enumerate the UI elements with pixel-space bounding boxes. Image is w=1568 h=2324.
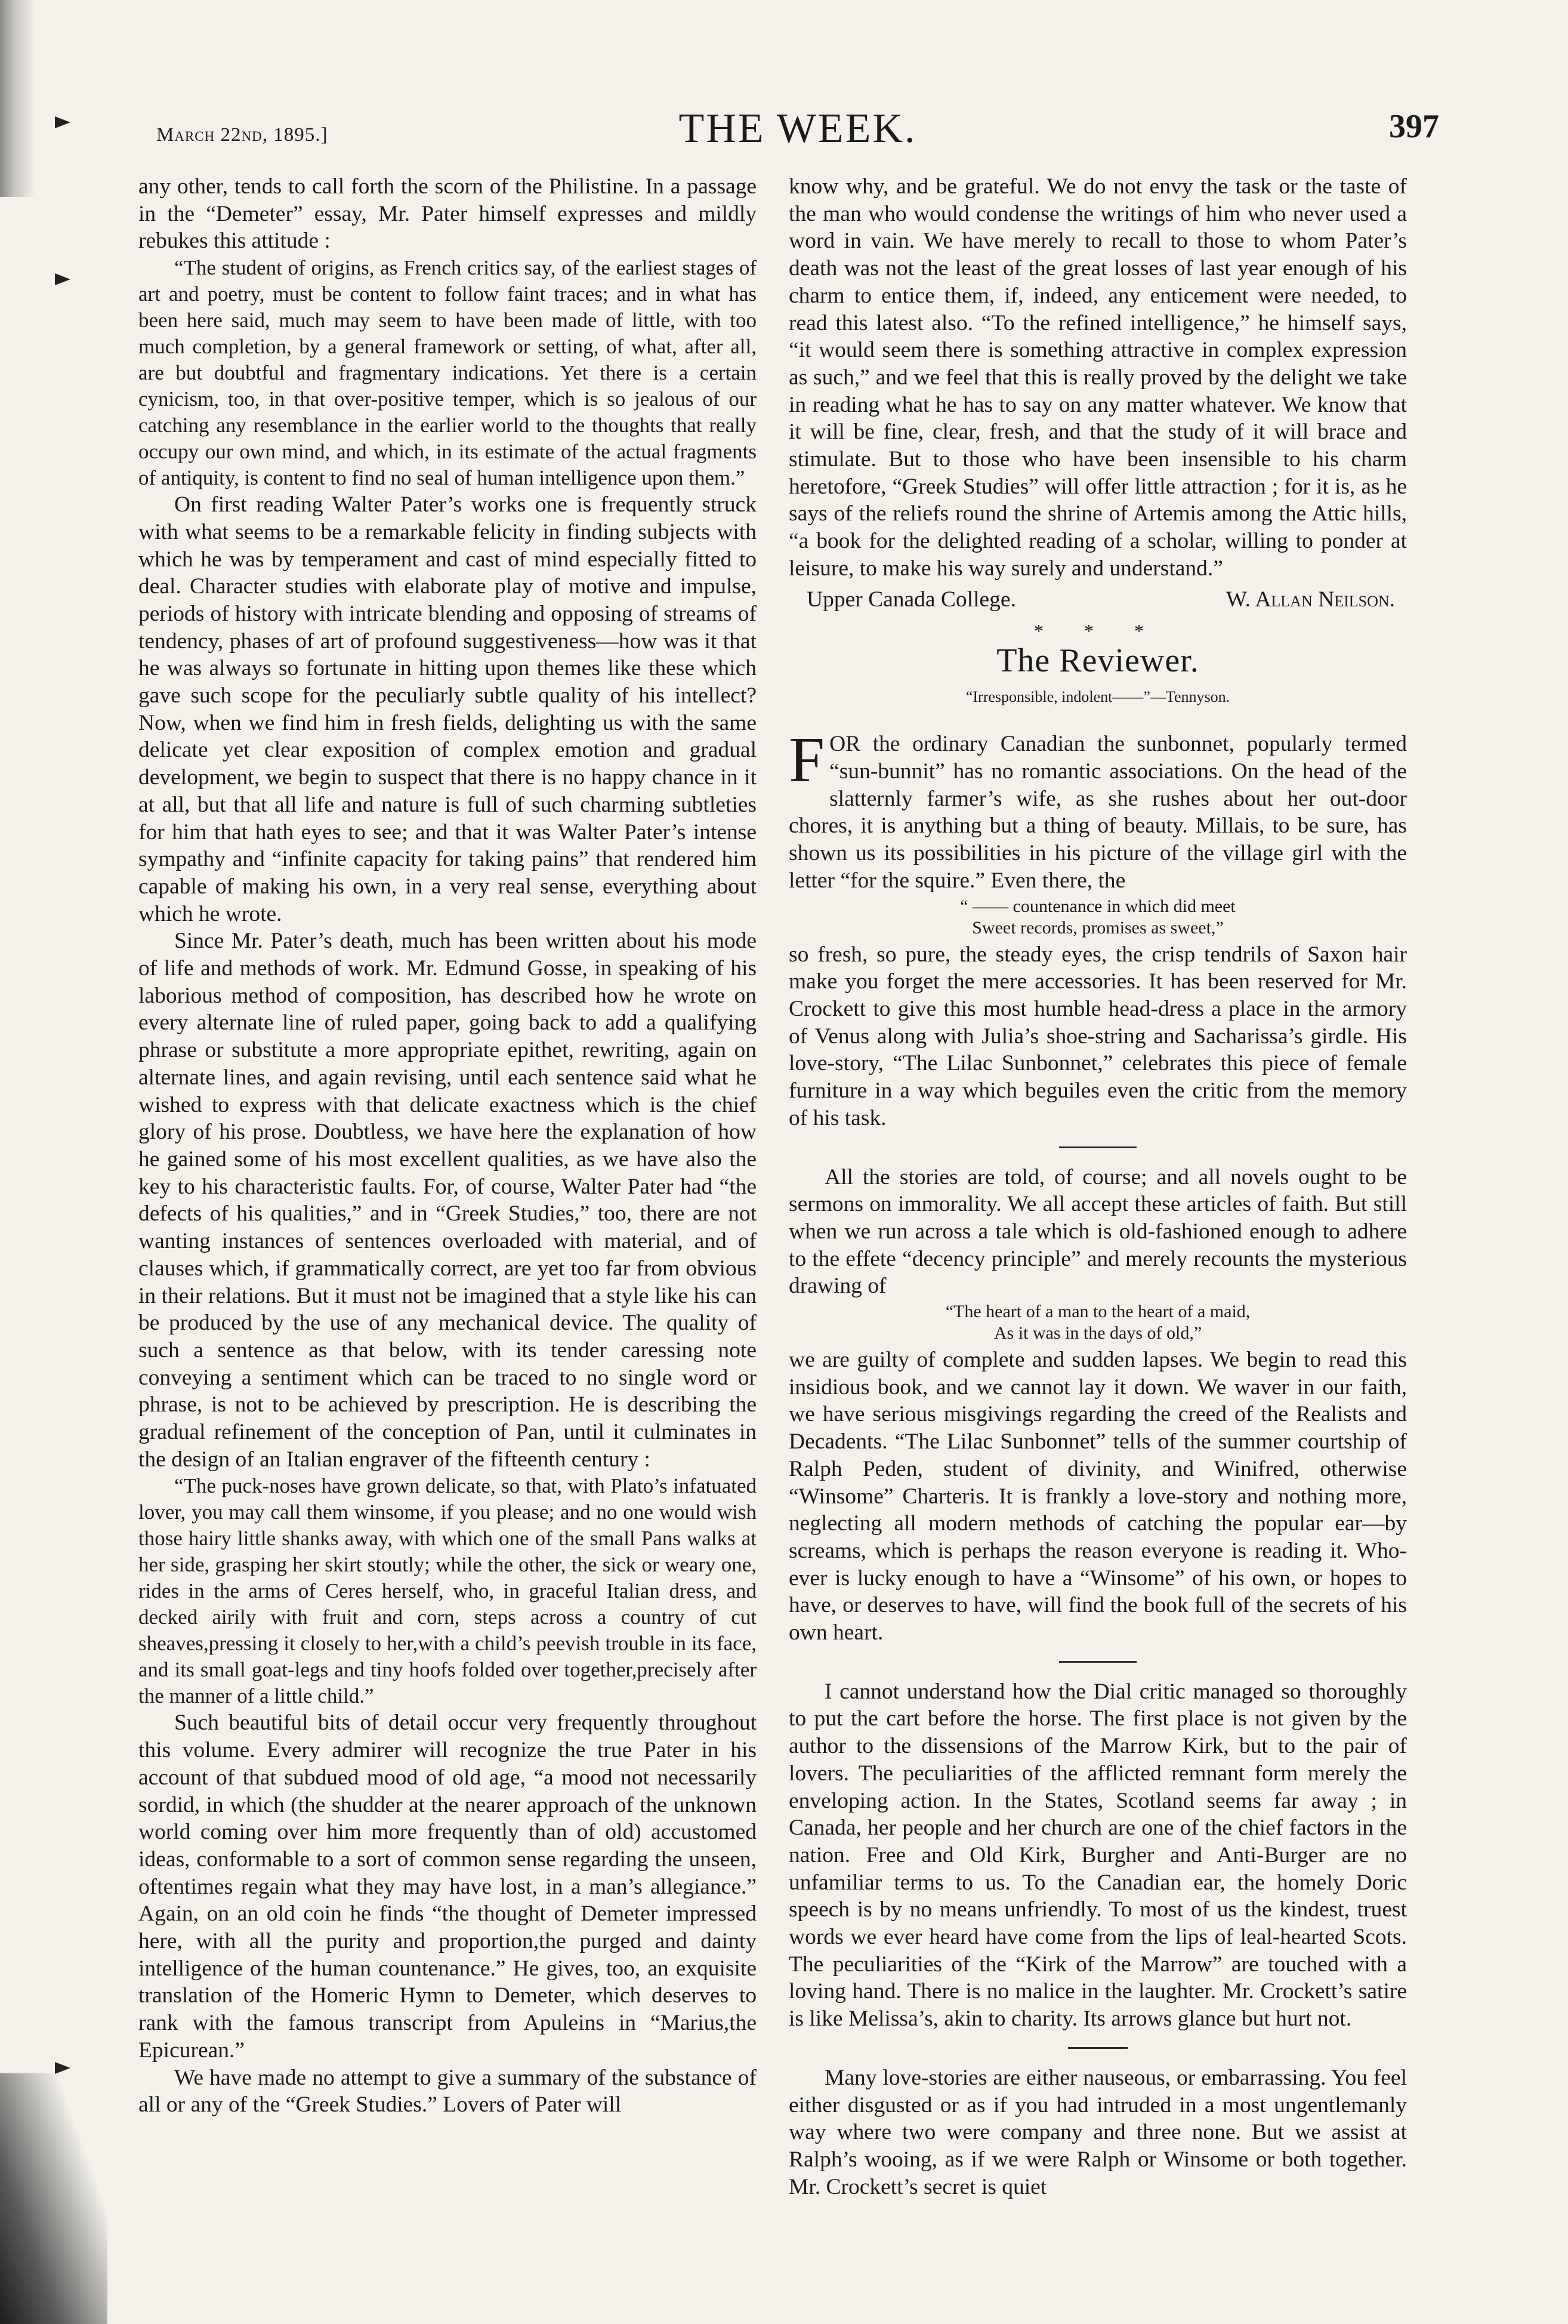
- scan-edge-top: [0, 0, 36, 197]
- section-epigraph: “Irresponsible, indolent——”—Tennyson.: [965, 688, 1230, 705]
- paragraph-rule: [1068, 2047, 1128, 2049]
- review-paragraph: we are guilty of complete and sudden lapses. We begin to read this insidious book, and we cannot lay it down. We waver in our faith, we have serious misgivings regarding the creed of the Realists and Decadents. “The Lilac Sunbonnet” tells of the summer courtship of Ralph Peden, student of divinity, and Winifred, otherwise “Winsome” Charteris. It is frankly a love-story and nothing more, neglecting all modern methods of catching the popular ear—by screams, which is perhaps the reason everyone is reading it. Who-ever is lucky enough to have a “Winsome” of his own, or hopes to have, or deserves to have, will find the book full of the secrets of his own heart.: [789, 1348, 1407, 1645]
- article-paragraph: On first reading Walter Pater’s works one is frequently struck with what seems to be a remarkable felicity in finding subjects with which he was by temperament and cast of mind especially fitted to deal. Character studies with elaborate play of motive and impulse, periods of history with intricate blending and opposing of streams of tendency, phases of art of profound suggestiveness—how was it that he was always so fortunate in hitting upon themes like these which gave such scope for the peculiarly subtle quality of his intellect? Now, when we find him in fresh fields, delighting us with the same delicate yet clear exposition of complex emotion and gradual development, we begin to suspect that there is no happy chance in it at all, but that all life and nature is full of such charming subtleties for him that hath eyes to see; and that it was Walter Pater’s intense sympathy and “infinite capacity for taking pains” that rendered him capable of making his own, in a very real sense, everything about which he wrote.: [138, 492, 757, 926]
- verse-quotation: “The heart of a man to the heart of a maid, As it was in the days of old,”: [945, 1302, 1251, 1343]
- drop-cap: F: [789, 725, 825, 796]
- margin-arrow-icon: [55, 2062, 70, 2074]
- article-paragraph: Such beautiful bits of detail occur very frequently throughout this volume. Every admirer will recognize the true Pater in his account of that subdued mood of old age, “a mood not necessarily sordid, in which (the shudder at the nearer approach of the unknown world coming over him more frequently than of old) accustomed ideas, conformable to a sort of common sense regarding the unseen, oftentimes regain what they may have lost, in a man’s allegiance.” Again, on an old coin he finds “the thought of Demeter impressed here, with all the purity and proportion,the purged and dainty intelligence of the human countenance.” He gives, too, an exquisite translation of the Homeric Hymn to Demeter, which deserves to rank with the famous transcript from Apuleins in “Marius,the Epicurean.”: [138, 1710, 757, 2063]
- review-paragraph: I cannot understand how the Dial critic managed so thoroughly to put the cart before the horse. The first place is not given by the author to the dissensions of the Marrow Kirk, but to the pair of lovers. The peculiarities of the afflicted remnant form merely the enveloping action. In the States, Scotland seems far away ; in Canada, her people and her church are one of the chief factors in the nation. Free and Old Kirk, Burgher and Anti-Burger are no unfamiliar terms to us. To the Canadian ear, the homely Doric speech is by no means unfriendly. To most of us the kindest, truest words we ever heard have come from the lips of leal-hearted Scots. The peculiarities of the “Kirk of the Marrow” are touched with a loving hand. There is no malice in the laughter. Mr. Crockett’s satire is like Melissa’s, akin to charity. Its arrows glance but hurt not.: [789, 1679, 1407, 2032]
- verse-quotation: “ —— countenance in which did meet Sweet records, promises as sweet,”: [960, 896, 1236, 938]
- section-divider-stars: * * *: [1034, 620, 1162, 642]
- issue-date: March 22nd, 1895.]: [156, 124, 328, 146]
- review-paragraph: All the stories are told, of course; and all novels ought to be sermons on immorality. We all accept these articles of faith. But still when we run across a tale which is old-fashioned enough to adhere to the effete “decency principle” and merely recounts the mysterious drawing of: [789, 1164, 1407, 1299]
- paragraph-rule: [1059, 1146, 1137, 1148]
- article-paragraph: Since Mr. Pater’s death, much has been written about his mode of life and methods of work. Mr. Edmund Gosse, in speaking of his laborious method of composition, has described how he wrote on every alternate line of ruled paper, going back to add a qualifying phrase or substitute a more appropriate epithet, rewriting, again on alternate lines, and again revising, until each sentence said what he wished to express with that delicate exactness which is the chief glory of his prose. Doubtless, we have here the explanation of how he gained some of his most excellent qualities, as we have also the key to his characteristic faults. For, of course, Walter Pater had “the defects of his qualities,” and in “Greek Studies,” too, there are not wanting instances of sentences overloaded with material, and of clauses which, if grammatically correct, are yet too far from obvious in their relations. But it must not be imagined that a style like his can be produced by the use of any mechanical device. The quality of such a sentence as that below, with its tender caressing note conveying a sentiment which can be traced to no single word or phrase, is not to be achieved by prescription. He is describing the gradual refinement of the conception of Pan, until it culminates in the design of an Italian engraver of the fifteenth century :: [138, 929, 757, 1472]
- article-signature: [789, 586, 1407, 614]
- publication-title: THE WEEK.: [678, 106, 917, 152]
- page-header: [156, 100, 1439, 154]
- review-paragraph: Many love-stories are either nauseous, or embarrassing. You feel either disgusted or as if you had intruded in a most ungentlemanly way where two were company and three none. But we assist at Ralph’s wooing, as if we were Ralph or Winsome or both together. Mr. Crockett’s secret is quiet: [789, 2065, 1407, 2199]
- article-paragraph: any other, tends to call forth the scorn of the Philistine. In a passage in the “Demeter” essay, Mr. Pater himself expresses and mildly rebukes this attitude :: [138, 174, 757, 254]
- right-column: [789, 173, 1407, 2200]
- review-paragraph: so fresh, so pure, the steady eyes, the crisp tendrils of Saxon hair make you forget the mere accessories. It has been reserved for Mr. Crockett to give this most humble head-dress a place in the armory of Venus along with Julia’s shoe-string and Sacharissa’s girdle. His love-story, “The Lilac Sunbonnet,” celebrates this piece of female furniture in a way which beguiles even the critic from the memory of his task.: [789, 942, 1407, 1130]
- article-continuation: know why, and be grateful. We do not envy the task or the taste of the man who would condense the writings of him who never used a word in vain. We have merely to recall to those to whom Pater’s death was not the least of the great losses of last year enough of his charm to entice them, if, indeed, any enticement were needed, to read this latest also. “To the refined intelligence,” he himself says, “it would seem there is something attractive in complex expression as such,” and we feel that this is really proved by the delight we take in reading what he has to say on any matter whatever. We know that it will be fine, clear, fresh, and that the study of it will brace and stimulate. But to those who have been insensible to his charm heretofore, “Greek Studies” will offer little attraction ; for it is, as he says of the reliefs round the shrine of Artemis among the Attic hills, “a book for the delighted reading of a scholar, willing to ponder at leisure, to make his way surely and understand.”: [789, 174, 1407, 581]
- article-paragraph: We have made no attempt to give a summary of the substance of all or any of the “Greek Studies.” Lovers of Pater will: [138, 2065, 757, 2118]
- left-column: [138, 173, 757, 2119]
- signature-place: Upper Canada College.: [807, 587, 1016, 612]
- review-paragraph: FOR the ordinary Canadian the sunbonnet, popularly termed “sun-bunnit” has no romantic associations. On the head of the slatternly farmer’s wife, as she rushes about her out-door chores, it is anything but a thing of beauty. Millais, to be sure, has shown us its possibilities in his picture of the village girl with the letter “for the squire.” Even there, the: [789, 725, 1407, 893]
- page-number: 397: [1389, 108, 1439, 145]
- section-title: The Reviewer.: [996, 642, 1199, 679]
- block-quotation: “The puck-noses have grown delicate, so that, with Plato’s infatuated lover, you may call them winsome, if you please; and no one would wish those hairy little shanks away, with which one of the small Pans walks at her side, grasping her skirt stoutly; while the other, the sick or weary one, rides in the arms of Ceres herself, who, in graceful Italian dress, and decked airily with fruit and corn, steps across a country of cut sheaves,pressing it closely to her,with a child’s peevish trouble in its face, and its small goat-legs and tiny hoofs folded over together,precisely after the manner of a little child.”: [138, 1474, 757, 1708]
- paragraph-rule: [1059, 1661, 1137, 1663]
- signature-author: W. Allan Neilson.: [1226, 587, 1395, 612]
- margin-arrow-icon: [55, 116, 70, 128]
- block-quotation: “The student of origins, as French critics say, of the earliest stages of art and poetry, must be content to follow faint traces; and in what has been here said, much may seem to have been made of little, with too much completion, by a general framework or setting, of what, after all, are but doubtful and fragmentary indications. Yet there is a certain cynicism, too, in that over-positive temper, which is so jealous of our catching any resemblance in the earlier world to the thoughts that really occupy our own mind, and which, in its estimate of the actual fragments of antiquity, is content to find no seal of human intelligence upon them.”: [138, 256, 757, 490]
- scan-edge-bottom: [0, 2073, 107, 2324]
- margin-arrow-icon: [55, 273, 70, 285]
